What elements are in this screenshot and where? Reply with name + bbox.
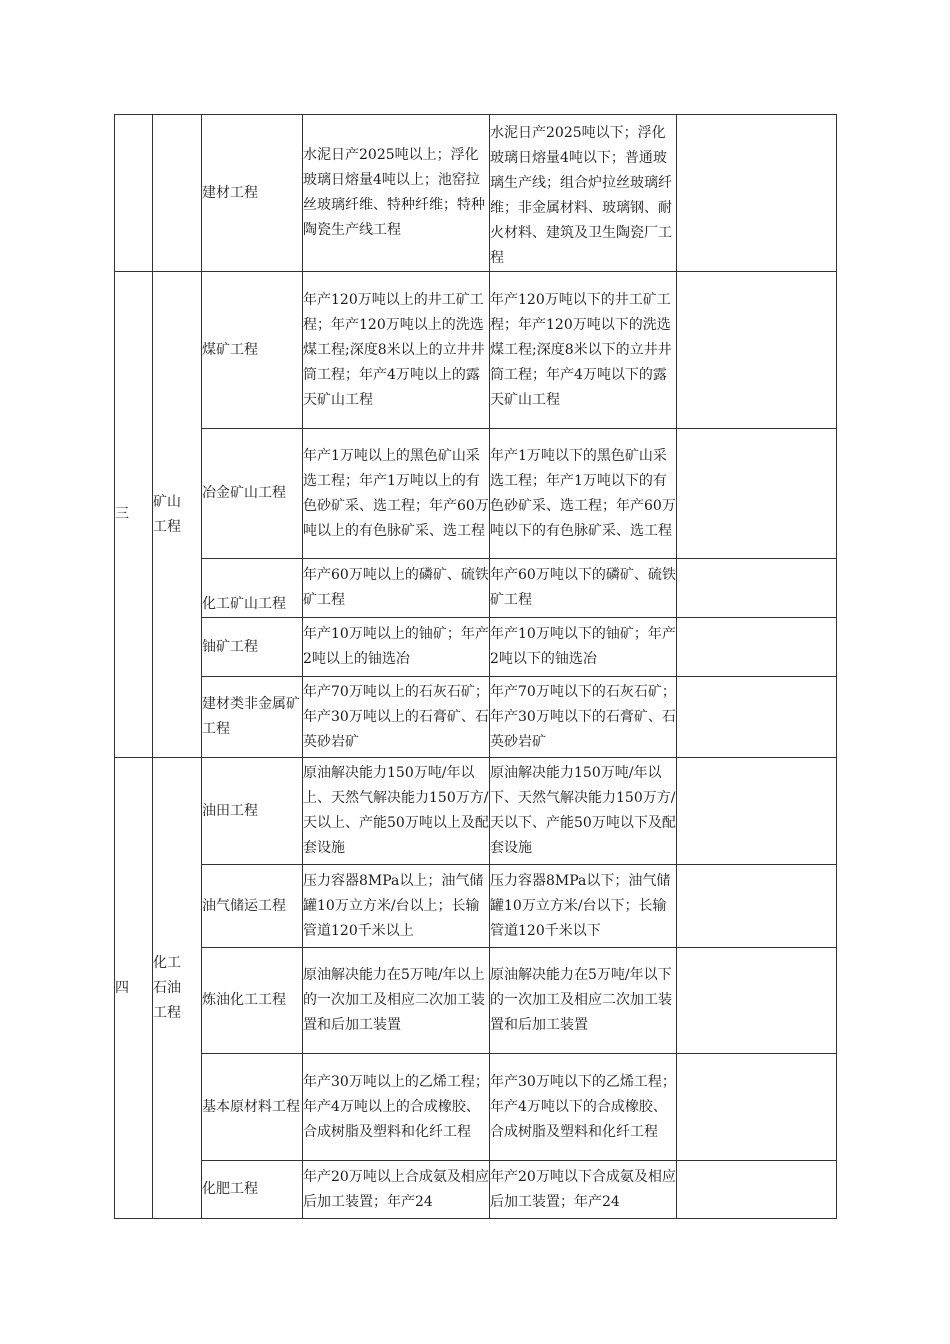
remark-cell [677,618,837,677]
large-scale-cell [303,948,490,1054]
small-scale-cell [490,429,677,559]
section-category-cell [153,272,202,758]
small-scale-criteria: 原油解决能力150万吨/年以下、天然气解决能力150万方/天以下、产能50万吨以下及配套设施 [490,765,676,856]
project-type: 基本原材料工程 [202,1098,300,1115]
section-number-cell [115,758,153,1219]
small-scale-criteria: 压力容器8MPa以下；油气储罐10万立方米/台以下；长输管道120千米以下 [490,872,671,939]
project-type-cell [202,948,303,1054]
remark-cell [677,1161,837,1219]
small-scale-criteria: 年产10万吨以下的铀矿；年产2吨以下的铀选冶 [490,626,676,667]
section-number-cell [115,115,153,272]
remark-cell [677,272,837,429]
large-scale-cell [303,272,490,429]
project-type: 冶金矿山工程 [202,485,286,501]
large-scale-cell [303,429,490,559]
project-type: 油气储运工程 [202,897,286,914]
small-scale-criteria: 原油解决能力在5万吨/年以下的一次加工及相应二次加工装置和后加工装置 [490,967,672,1033]
table-row [115,948,837,1054]
small-scale-cell [490,677,677,758]
section-number: 三 [115,506,129,522]
project-type-cell [202,272,303,429]
project-type-cell [202,1161,303,1219]
remark-cell [677,677,837,758]
section-category-cell [153,758,202,1219]
large-scale-criteria: 年产10万吨以上的铀矿；年产2吨以上的铀选冶 [303,626,489,667]
small-scale-cell [490,758,677,865]
large-scale-criteria: 压力容器8MPa以上；油气储罐10万立方米/台以上；长输管道120千米以上 [303,872,484,939]
section-category: 化工石油工程 [153,954,181,1021]
remark-cell [677,559,837,618]
project-type-cell [202,677,303,758]
table-row [115,429,837,559]
small-scale-criteria: 年产1万吨以下的黑色矿山采选工程；年产1万吨以下的有色砂矿采、选工程；年产60万吨以下的有色脉矿采、选工程 [490,447,676,539]
large-scale-criteria: 年产20万吨以上合成氨及相应后加工装置；年产24 [303,1168,489,1210]
small-scale-criteria: 年产20万吨以下合成氨及相应后加工装置；年产24 [490,1168,676,1210]
project-type: 建材工程 [202,184,258,201]
project-type: 化肥工程 [202,1181,258,1197]
large-scale-criteria: 原油解决能力在5万吨/年以上的一次加工及相应二次加工装置和后加工装置 [303,967,485,1033]
project-scale-table [114,114,837,1219]
small-scale-criteria: 年产60万吨以下的磷矿、硫铁矿工程 [490,567,676,608]
remark-cell [677,429,837,559]
project-type-cell [202,559,303,618]
project-type-cell [202,429,303,559]
large-scale-cell [303,618,490,677]
table-row [115,272,837,429]
section-number-cell [115,272,153,758]
small-scale-cell [490,948,677,1054]
large-scale-cell [303,559,490,618]
section-category: 矿山工程 [153,493,181,535]
table-row [115,758,837,865]
large-scale-cell [303,865,490,948]
large-scale-criteria: 年产60万吨以上的磷矿、硫铁矿工程 [303,567,489,608]
large-scale-criteria: 年产120万吨以上的井工矿工程；年产120万吨以上的洗选煤工程;深度8米以上的立井井筒工程；年产4万吨以上的露天矿山工程 [303,291,485,408]
project-type: 煤矿工程 [202,341,258,358]
large-scale-criteria: 水泥日产2025吨以上；浮化玻璃日熔量4吨以上；池窑拉丝玻璃纤维、特种纤维；特种陶瓷生产线工程 [303,147,485,238]
small-scale-criteria: 年产70万吨以下的石灰石矿；年产30万吨以下的石膏矿、石英砂岩矿 [490,683,676,750]
remark-cell [677,115,837,272]
project-type-cell [202,758,303,865]
project-type-cell [202,618,303,677]
table-row [115,1054,837,1161]
small-scale-cell [490,559,677,618]
project-type: 炼油化工工程 [202,992,286,1008]
project-type-cell [202,865,303,948]
large-scale-criteria: 年产70万吨以上的石灰石矿；年产30万吨以上的石膏矿、石英砂岩矿 [303,683,489,750]
small-scale-cell [490,272,677,429]
large-scale-cell [303,115,490,272]
table-row [115,559,837,618]
remark-cell [677,865,837,948]
project-type: 油田工程 [202,802,258,819]
small-scale-cell [490,1054,677,1161]
table-row [115,115,837,272]
project-type: 铀矿工程 [202,638,258,655]
table-row [115,1161,837,1219]
small-scale-cell [490,618,677,677]
small-scale-criteria: 年产30万吨以下的乙烯工程；年产4万吨以下的合成橡胶、合成树脂及塑料和化纤工程 [490,1073,676,1140]
section-category-cell [153,115,202,272]
large-scale-criteria: 年产1万吨以上的黑色矿山采选工程；年产1万吨以上的有色砂矿采、选工程；年产60万吨以上的有色脉矿采、选工程 [303,447,489,539]
table-row [115,865,837,948]
large-scale-cell [303,1161,490,1219]
remark-cell [677,948,837,1054]
remark-cell [677,1054,837,1161]
table-row [115,677,837,758]
small-scale-cell [490,115,677,272]
section-number: 四 [115,979,129,996]
large-scale-criteria: 年产30万吨以上的乙烯工程；年产4万吨以上的合成橡胶、合成树脂及塑料和化纤工程 [303,1073,489,1140]
project-type-cell [202,1054,303,1161]
large-scale-cell [303,1054,490,1161]
small-scale-cell [490,865,677,948]
small-scale-criteria: 水泥日产2025吨以下；浮化玻璃日熔量4吨以下；普通玻璃生产线；组合炉拉丝玻璃纤维；非金属材料、玻璃钢、耐火材料、建筑及卫生陶瓷厂工程 [490,125,672,266]
table-row [115,618,837,677]
remark-cell [677,758,837,865]
large-scale-criteria: 原油解决能力150万吨/年以上、天然气解决能力150万方/天以上、产能50万吨以上及配套设施 [303,765,489,856]
large-scale-cell [303,677,490,758]
small-scale-cell [490,1161,677,1219]
project-type: 建材类非金属矿工程 [202,696,300,737]
project-type-cell [202,115,303,272]
project-type: 化工矿山工程 [202,596,286,612]
large-scale-cell [303,758,490,865]
small-scale-criteria: 年产120万吨以下的井工矿工程；年产120万吨以下的洗选煤工程;深度8米以下的立井井筒工程；年产4万吨以下的露天矿山工程 [490,291,672,408]
